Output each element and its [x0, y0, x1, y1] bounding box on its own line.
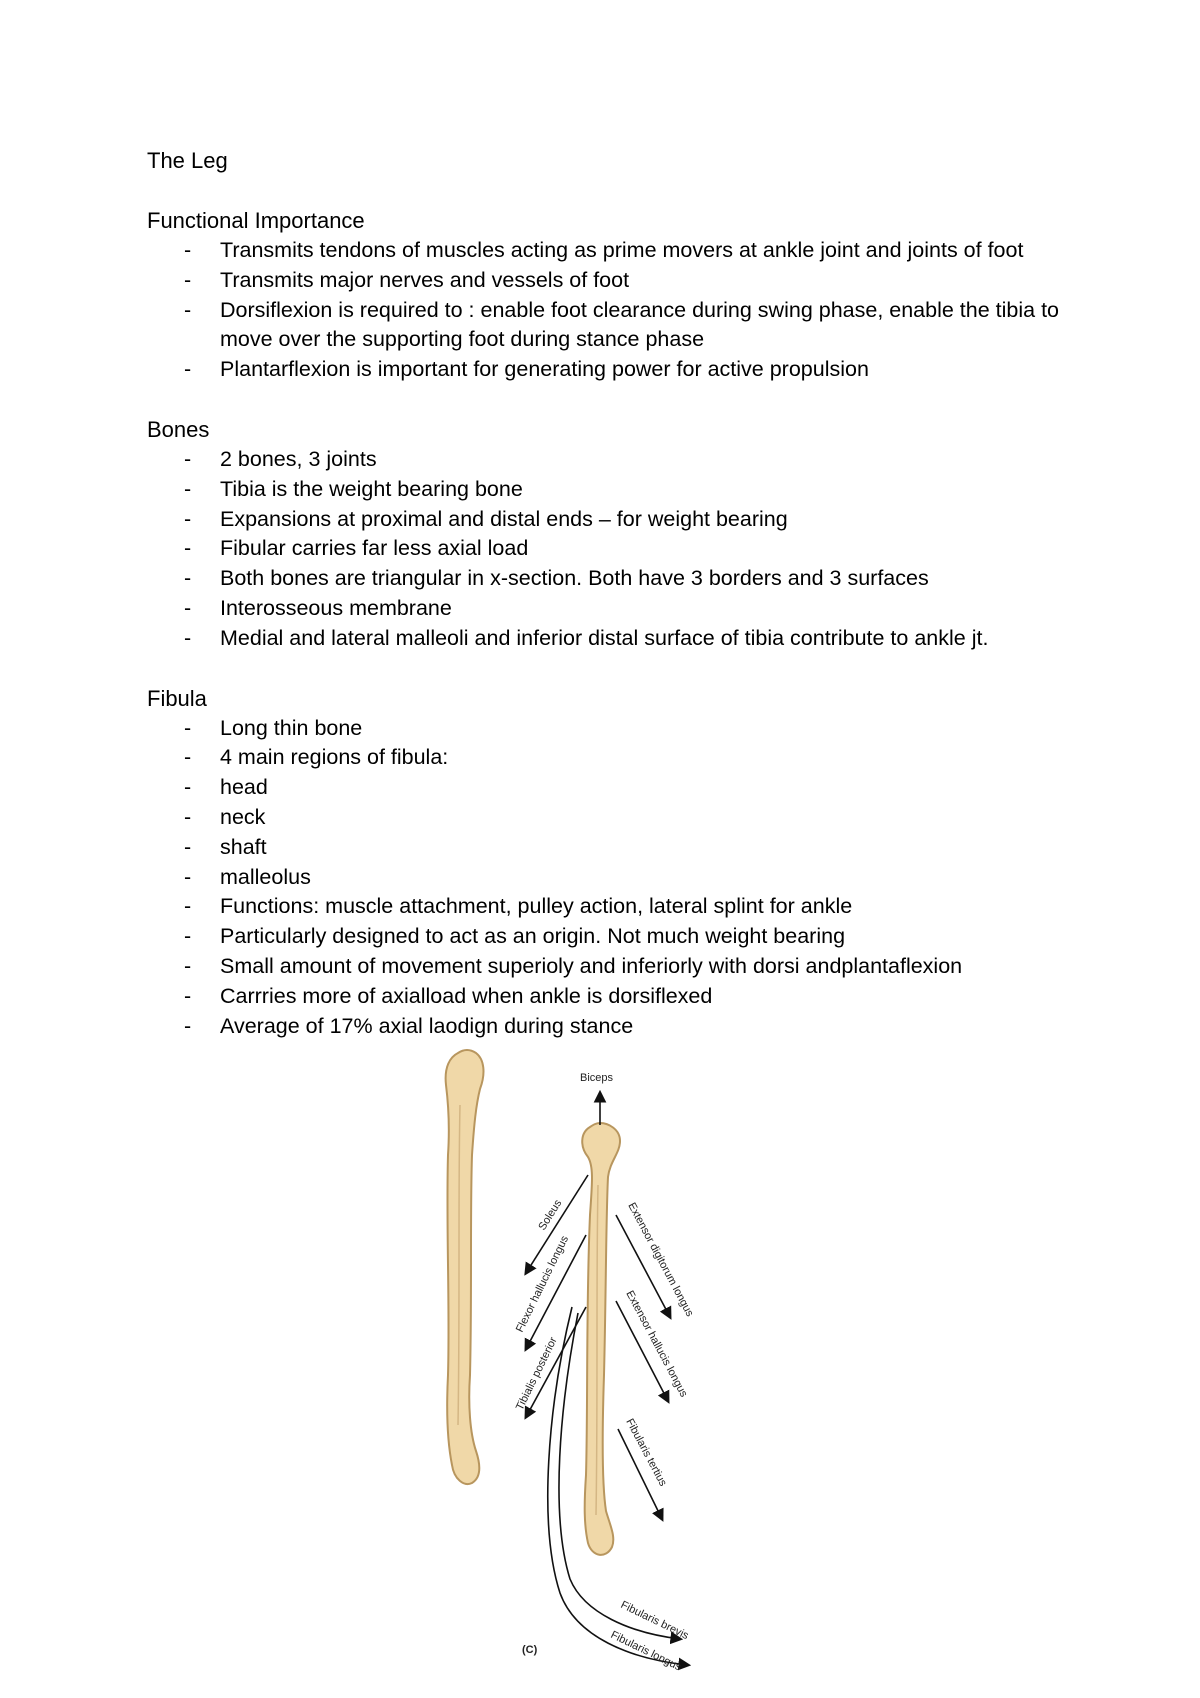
label-soleus: Soleus	[536, 1197, 565, 1233]
bullet-dash: -	[184, 1013, 192, 1038]
list-item	[147, 266, 1107, 296]
list-item-text: Functions: muscle attachment, pulley action, lateral splint for ankle	[220, 894, 853, 919]
bullet-dash: -	[184, 238, 192, 262]
list-item-text: neck	[220, 804, 266, 829]
bullet-dash: -	[184, 775, 192, 800]
list-item	[147, 564, 1107, 594]
list-item	[147, 1012, 1107, 1042]
list-item-text: Transmits major nerves and vessels of foot	[220, 267, 630, 292]
bullet-list	[147, 445, 1107, 654]
list-item	[147, 714, 1107, 744]
bullet-dash: -	[184, 267, 192, 292]
list-item	[147, 534, 1107, 564]
label-fhl: Flexor hallucis longus	[513, 1233, 572, 1335]
section-title: Fibula	[147, 685, 207, 711]
list-item	[147, 982, 1107, 1012]
bullet-dash: -	[184, 834, 192, 859]
bullet-dash: -	[184, 297, 192, 322]
bullet-list	[147, 714, 1107, 1042]
bullet-dash: -	[184, 446, 192, 471]
bullet-dash: -	[184, 566, 192, 591]
section-title: Functional Importance	[147, 208, 365, 233]
figure-caption: (C)	[522, 1644, 538, 1656]
label-edl: Extensor digitorum longus	[625, 1200, 696, 1319]
fibula-bone-right	[582, 1123, 620, 1555]
list-item-text: Average of 17% axial laodign during stance	[220, 1013, 634, 1038]
label-fb: Fibularis brevis	[618, 1598, 691, 1643]
list-item-text: Expansions at proximal and distal ends – for weight bearing	[220, 506, 788, 531]
label-fl: Fibularis longus	[608, 1628, 684, 1674]
section	[147, 415, 1107, 654]
list-item-text: Fibular carries far less axial load	[220, 536, 529, 561]
list-item-text: Plantarflexion is important for generating power for active propulsion	[220, 357, 869, 382]
list-item	[147, 594, 1107, 624]
section-title: Bones	[147, 416, 210, 442]
list-item	[147, 952, 1107, 982]
label-ft: Fibularis tertius	[623, 1416, 669, 1489]
list-item-text: Small amount of movement superioly and inferiorly with dorsi andplantaflexion	[220, 953, 963, 978]
label-biceps: Biceps	[580, 1072, 614, 1084]
list-item-text: Long thin bone	[220, 715, 363, 740]
section	[147, 684, 1107, 1042]
label-ehl: Extensor hallucis longus	[623, 1288, 690, 1400]
bullet-dash: -	[184, 536, 192, 561]
bullet-dash: -	[184, 924, 192, 949]
bullet-dash: -	[184, 506, 192, 531]
page-title: The Leg	[147, 148, 228, 173]
list-item	[147, 624, 1107, 654]
list-item-text: Both bones are triangular in x-section. Both have 3 borders and 3 surfaces	[220, 566, 929, 591]
bullet-dash: -	[184, 983, 192, 1008]
bullet-dash: -	[184, 864, 192, 889]
bullet-dash: -	[184, 476, 192, 501]
list-item-text: Dorsiflexion is required to : enable foot clearance during swing phase, enable the tibia to move over the supporting foot during stance phase	[220, 297, 1060, 352]
list-item	[147, 922, 1107, 952]
fibula-illustration	[430, 1045, 750, 1685]
bullet-dash: -	[184, 595, 192, 620]
list-item-text: Interosseous membrane	[220, 595, 452, 620]
list-item-text: malleolus	[220, 864, 311, 889]
bullet-list	[147, 236, 1107, 385]
list-item	[147, 296, 1107, 356]
sections-container	[147, 206, 1107, 1041]
section	[147, 206, 1107, 385]
list-item	[147, 892, 1107, 922]
list-item-text: 2 bones, 3 joints	[220, 446, 377, 471]
list-item	[147, 236, 1107, 266]
list-item	[147, 505, 1107, 535]
list-item-text: Medial and lateral malleoli and inferior distal surface of tibia contribute to ankle jt.	[220, 625, 989, 650]
list-item	[147, 803, 1107, 833]
label-tp: Tibialis posterior	[513, 1335, 560, 1413]
bullet-dash: -	[184, 804, 192, 829]
list-item	[147, 833, 1107, 863]
list-item-text: Particularly designed to act as an origin. Not much weight bearing	[220, 924, 846, 949]
list-item	[147, 773, 1107, 803]
fibula-figure	[430, 1045, 750, 1685]
document-body	[147, 146, 1107, 1071]
list-item-text: 4 main regions of fibula:	[220, 745, 449, 770]
bullet-dash: -	[184, 357, 192, 382]
bullet-dash: -	[184, 953, 192, 978]
bullet-dash: -	[184, 745, 192, 770]
list-item	[147, 355, 1107, 385]
bullet-dash: -	[184, 625, 192, 650]
list-item-text: shaft	[220, 834, 267, 859]
list-item	[147, 445, 1107, 475]
list-item-text: Transmits tendons of muscles acting as prime movers at ankle joint and joints of foot	[220, 238, 1024, 262]
list-item	[147, 475, 1107, 505]
list-item	[147, 863, 1107, 893]
list-item-text: Carrries more of axialload when ankle is dorsiflexed	[220, 983, 713, 1008]
list-item-text: Tibia is the weight bearing bone	[220, 476, 523, 501]
bullet-dash: -	[184, 894, 192, 919]
list-item	[147, 743, 1107, 773]
fibula-bone-left	[446, 1050, 484, 1484]
bullet-dash: -	[184, 715, 192, 740]
list-item-text: head	[220, 775, 268, 800]
